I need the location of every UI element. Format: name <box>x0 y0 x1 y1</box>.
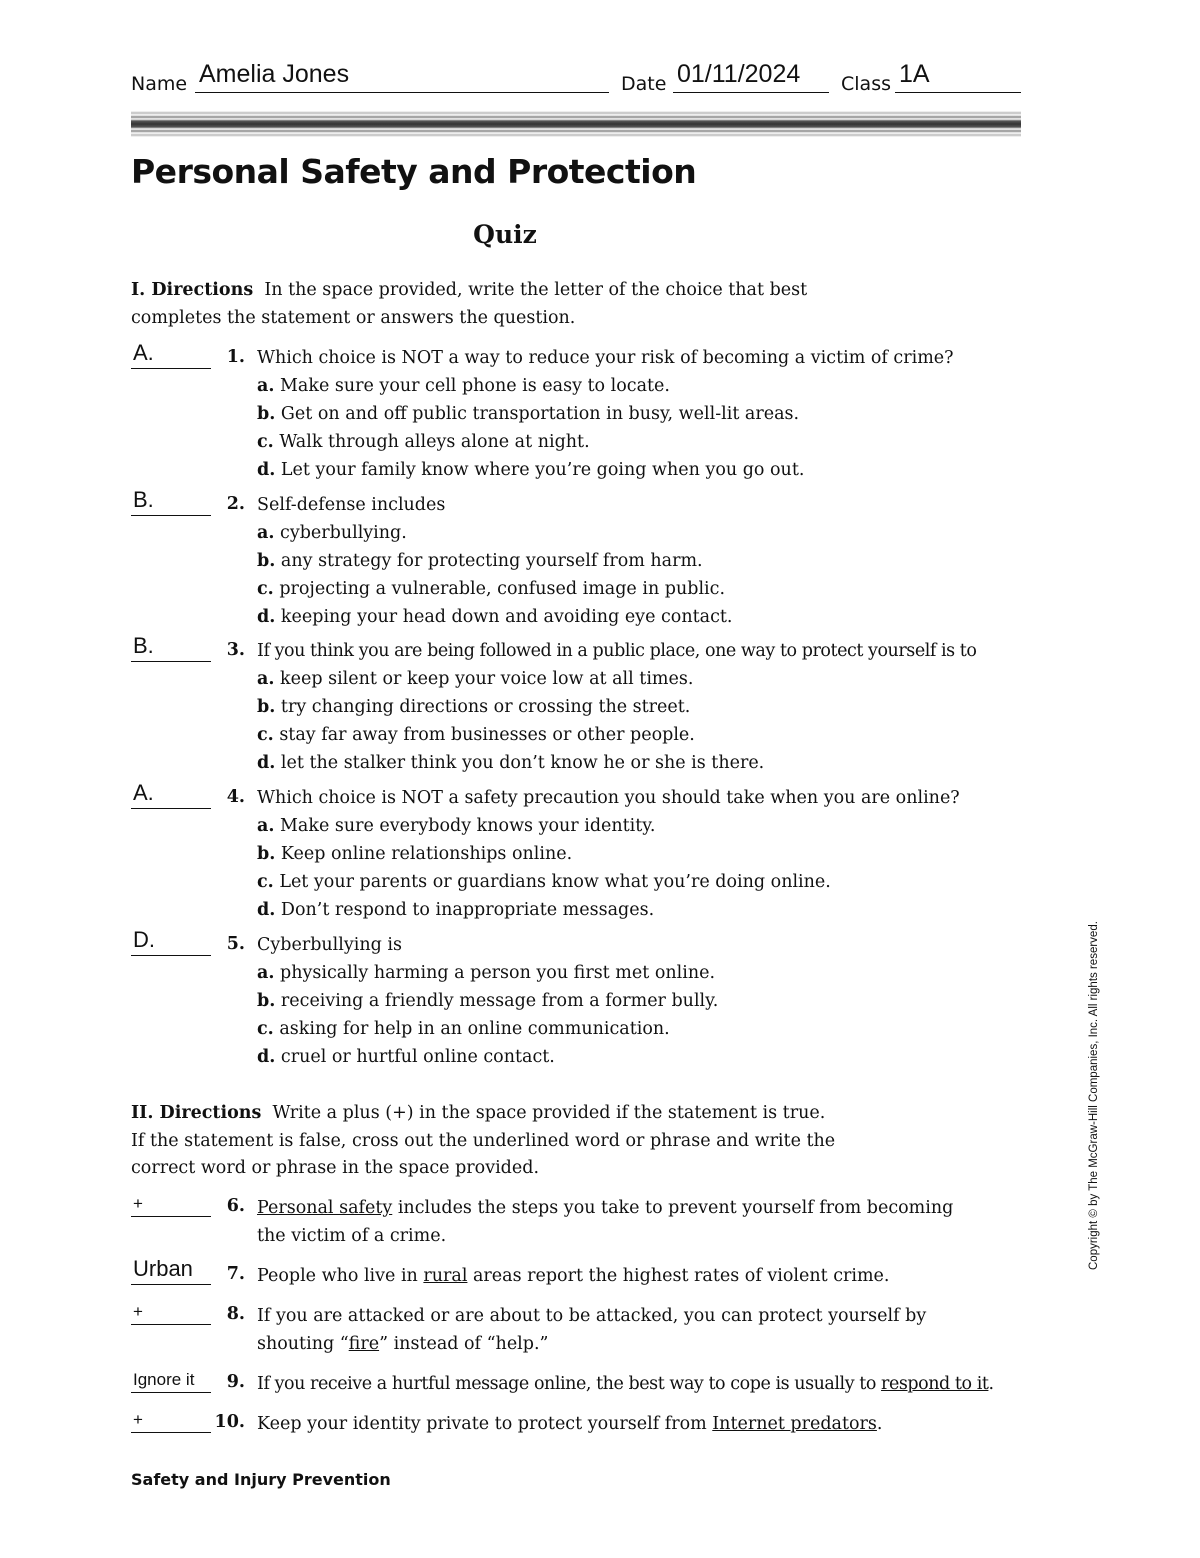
section2-text-line3: correct word or phrase in the space provided. <box>131 1158 540 1178</box>
question-number-6: 6. <box>226 1196 245 1216</box>
option-5a: a. physically harming a person you first met online. <box>257 963 716 983</box>
option-5b: b. receiving a friendly message from a former bully. <box>257 991 719 1011</box>
section2-label: II. Directions <box>131 1103 262 1123</box>
question-text-1: Which choice is NOT a way to reduce your risk of becoming a victim of crime? <box>257 348 954 368</box>
answer-value-4: A. <box>133 780 154 805</box>
option-5d: d. cruel or hurtful online contact. <box>257 1047 555 1067</box>
option-1a: a. Make sure your cell phone is easy to locate. <box>257 376 670 396</box>
option-1b: b. Get on and off public transportation in busy, well-lit areas. <box>257 404 800 424</box>
question-text-5: Cyberbullying is <box>257 935 402 955</box>
question-number-4: 4. <box>226 787 245 807</box>
answer-value-1: A. <box>133 340 154 365</box>
question-text-block-1 <box>257 344 954 484</box>
question-text-2: Self-defense includes <box>257 495 446 515</box>
class-label: Class <box>841 73 891 95</box>
answer-blank-2[interactable] <box>131 485 211 516</box>
page-footer: Safety and Injury Prevention <box>131 1470 391 1489</box>
answer-blank-7[interactable] <box>131 1254 211 1285</box>
option-2c: c. projecting a vulnerable, confused image in public. <box>257 579 726 599</box>
question-text-block-5 <box>257 931 718 1071</box>
answer-value-9: Ignore it <box>133 1370 195 1389</box>
question-text-block-3 <box>257 637 976 777</box>
header-divider-band <box>131 111 1021 137</box>
answer-blank-4[interactable] <box>131 778 211 809</box>
answer-value-3: B. <box>133 633 154 658</box>
copyright-notice: Copyright © by The McGraw-Hill Companies, Inc. All rights reserved. <box>1088 921 1100 1270</box>
question-number-5: 5. <box>226 934 245 954</box>
question-text-9: If you receive a hurtful message online, the best way to cope is usually to respond to it. <box>257 1374 994 1394</box>
name-value: Amelia Jones <box>199 60 350 88</box>
option-4d: d. Don’t respond to inappropriate messages. <box>257 900 655 920</box>
option-3d: d. let the stalker think you don’t know he or she is there. <box>257 753 765 773</box>
question-number-1: 1. <box>226 347 245 367</box>
question-text-10: Keep your identity private to protect yourself from Internet predators. <box>257 1414 883 1434</box>
option-4a: a. Make sure everybody knows your identity. <box>257 816 656 836</box>
section2-text-line2: If the statement is false, cross out the underlined word or phrase and write the <box>131 1130 836 1151</box>
answer-value-7: Urban <box>133 1256 193 1281</box>
name-label: Name <box>131 73 188 95</box>
answer-blank-3[interactable] <box>131 631 211 662</box>
question-text-block-4 <box>257 784 960 924</box>
date-label: Date <box>621 73 667 95</box>
option-4c: c. Let your parents or guardians know what you’re doing online. <box>257 872 831 892</box>
answer-blank-8[interactable] <box>131 1294 211 1325</box>
question-text-4: Which choice is NOT a safety precaution you should take when you are online? <box>257 788 960 808</box>
section1-directions <box>131 277 1021 332</box>
class-field[interactable] <box>895 58 1021 93</box>
answer-value-8: + <box>133 1302 143 1321</box>
option-4b: b. Keep online relationships online. <box>257 844 573 864</box>
answer-blank-5[interactable] <box>131 925 211 956</box>
underlined-phrase-8: fire <box>348 1334 380 1354</box>
answer-blank-6[interactable] <box>131 1186 211 1217</box>
section1-text-line2: completes the statement or answers the question. <box>131 307 576 328</box>
question-text-3: If you think you are being followed in a public place, one way to protect yourself is to <box>257 641 977 661</box>
question-number-3: 3. <box>226 640 245 660</box>
page-title: Personal Safety and Protection <box>131 152 697 191</box>
question-number-10: 10. <box>214 1412 245 1432</box>
question-number-9: 9. <box>226 1372 245 1392</box>
date-value: 01/11/2024 <box>677 60 801 88</box>
option-2d: d. keeping your head down and avoiding eye contact. <box>257 607 733 627</box>
answer-blank-10[interactable] <box>131 1402 211 1433</box>
option-5c: c. asking for help in an online communication. <box>257 1019 670 1039</box>
option-2a: a. cyberbullying. <box>257 523 407 543</box>
section2-directions <box>131 1100 1021 1183</box>
answer-value-5: D. <box>133 927 155 952</box>
name-field[interactable] <box>195 58 609 93</box>
option-3c: c. stay far away from businesses or other people. <box>257 725 695 745</box>
date-field[interactable] <box>673 58 829 93</box>
option-3b: b. try changing directions or crossing the street. <box>257 697 691 717</box>
question-number-7: 7. <box>226 1264 245 1284</box>
option-1d: d. Let your family know where you’re going when you go out. <box>257 460 805 480</box>
section2-text-line1: Write a plus (+) in the space provided if the statement is true. <box>272 1103 826 1123</box>
option-2b: b. any strategy for protecting yourself from harm. <box>257 551 703 571</box>
page-subtitle: Quiz <box>473 220 537 249</box>
underlined-phrase-9: respond to it <box>881 1374 989 1394</box>
question-number-2: 2. <box>226 494 245 514</box>
answer-blank-9[interactable] <box>131 1362 211 1393</box>
header-fields <box>131 58 1021 98</box>
question-text-8: If you are attacked or are about to be attacked, you can protect yourself by shouting “fire” instead of “help.” <box>257 1306 927 1354</box>
option-1c: c. Walk through alleys alone at night. <box>257 432 590 452</box>
class-value: 1A <box>899 60 930 88</box>
underlined-phrase-10: Internet predators <box>712 1414 877 1434</box>
answer-value-6: + <box>133 1194 143 1213</box>
question-text-6: Personal safety includes the steps you take to prevent yourself from becoming the victim of a crime. <box>257 1198 954 1246</box>
section1-label: I. Directions <box>131 280 254 300</box>
answer-value-10: + <box>133 1410 143 1429</box>
underlined-phrase-7: rural <box>423 1266 468 1286</box>
question-text-7: People who live in rural areas report the highest rates of violent crime. <box>257 1266 890 1286</box>
section1-text-line1: In the space provided, write the letter of the choice that best <box>264 280 808 300</box>
question-text-block-2 <box>257 491 732 631</box>
answer-value-2: B. <box>133 487 154 512</box>
underlined-phrase-6: Personal safety <box>257 1198 393 1218</box>
option-3a: a. keep silent or keep your voice low at all times. <box>257 669 694 689</box>
question-number-8: 8. <box>226 1304 245 1324</box>
answer-blank-1[interactable] <box>131 338 211 369</box>
